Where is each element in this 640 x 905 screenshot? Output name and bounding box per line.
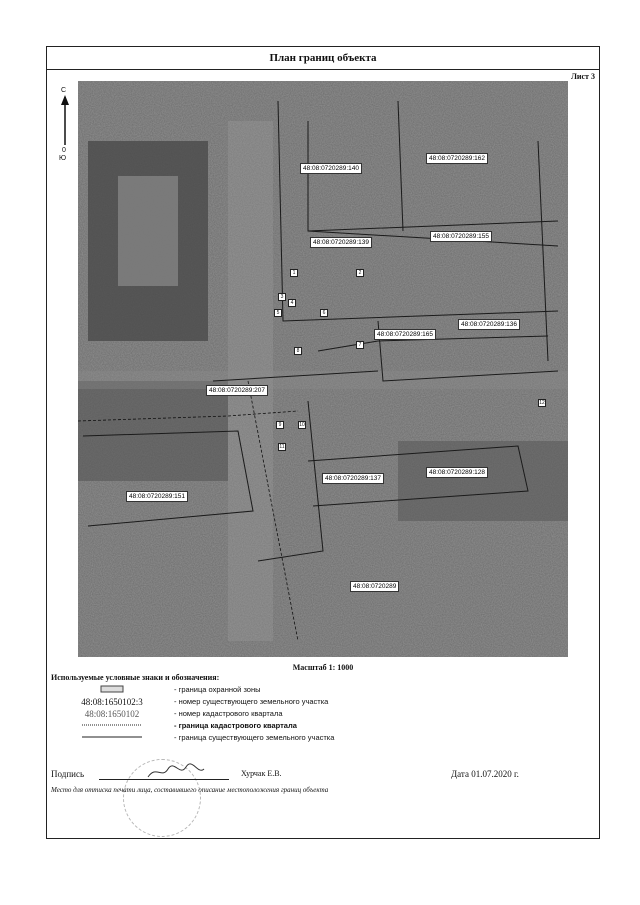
boundary-point-label: 4 bbox=[288, 299, 296, 307]
legend-text: - граница охранной зоны bbox=[174, 685, 261, 694]
parcel-label: 48:08:0720289:139 bbox=[310, 237, 372, 248]
legend-symbol-text: 48:08:1650102:3 bbox=[81, 697, 143, 707]
boundary-point-label: 11 bbox=[279, 444, 285, 450]
boundary-point-label: 5 bbox=[274, 309, 282, 317]
legend-row-parcel-boundary bbox=[47, 733, 599, 744]
parcel-label: 48:08:0720289:162 bbox=[426, 153, 488, 164]
boundary-point-label: 9 bbox=[276, 421, 284, 429]
compass-origin: 0 bbox=[62, 147, 66, 154]
signer-name: Хурчак Е.В. bbox=[241, 769, 282, 778]
map-scale: Масштаб 1: 1000 bbox=[292, 663, 354, 672]
parcel-label: 48:08:0720289:136 bbox=[458, 319, 520, 330]
legend-text: - номер существующего земельного участка bbox=[174, 697, 329, 706]
solid-line-symbol-icon bbox=[77, 733, 147, 743]
stamp-note: Место для оттиска печати лица, составившего описание местоположения границ объекта bbox=[51, 786, 329, 794]
parcel-label: 48:08:0720289:137 bbox=[322, 473, 384, 484]
legend-text: - номер кадастрового квартала bbox=[174, 709, 283, 718]
parcel-label: 48:08:0720289 bbox=[350, 581, 399, 592]
parcel-label: 48:08:0720289:155 bbox=[430, 231, 492, 242]
parcel-label: 48:08:0720289:140 bbox=[300, 163, 362, 174]
cadastral-map bbox=[78, 81, 568, 657]
protection-zone-symbol-icon bbox=[77, 685, 147, 695]
boundary-point-label: 12 bbox=[539, 400, 545, 406]
boundary-point-label: 6 bbox=[320, 309, 328, 317]
compass bbox=[55, 87, 75, 167]
legend-row-quarter-number bbox=[47, 709, 599, 720]
boundary-point-label: 10 bbox=[299, 422, 305, 428]
boundary-point-label: 3 bbox=[278, 293, 286, 301]
boundary-point-label: 8 bbox=[294, 347, 302, 355]
legend-row-quarter-boundary bbox=[47, 721, 599, 732]
boundary-point-label: 1 bbox=[290, 269, 298, 277]
boundary-point-label: 7 bbox=[356, 341, 364, 349]
document-date: Дата 01.07.2020 г. bbox=[451, 769, 519, 779]
dotted-line-symbol-icon bbox=[77, 721, 147, 731]
sheet-number: Лист 3 bbox=[570, 72, 595, 81]
compass-north: С bbox=[61, 87, 67, 94]
parcel-label: 48:08:0720289:151 bbox=[126, 491, 188, 502]
legend-symbol-text: 48:08:1650102 bbox=[84, 709, 140, 719]
signature-label: Подпись bbox=[51, 769, 85, 779]
page-title: План границ объекта bbox=[47, 47, 599, 70]
legend-text: - граница кадастрового квартала bbox=[174, 721, 297, 730]
legend-row-parcel-number bbox=[47, 697, 599, 708]
handwritten-signature-icon bbox=[146, 763, 206, 781]
document-frame bbox=[46, 46, 600, 839]
parcel-label: 48:08:0720289:165 bbox=[374, 329, 436, 340]
legend-row-protection-zone bbox=[47, 685, 599, 696]
legend-title: Используемые условные знаки и обозначения: bbox=[51, 673, 220, 682]
compass-south: Ю bbox=[59, 155, 67, 162]
parcel-label: 48:08:0720289:128 bbox=[426, 467, 488, 478]
boundary-point-label: 2 bbox=[356, 269, 364, 277]
signature-row bbox=[51, 769, 591, 783]
parcel-label: 48:08:0720289:207 bbox=[206, 385, 268, 396]
legend-text: - граница существующего земельного участка bbox=[174, 733, 335, 742]
